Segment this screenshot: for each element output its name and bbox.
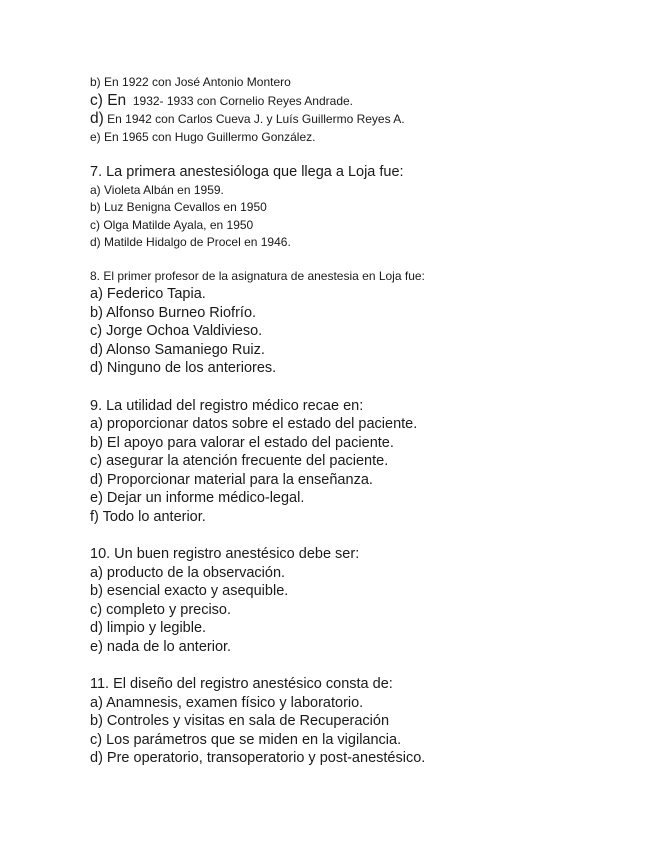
- q8-option-c: c) Jorge Ochoa Valdivieso.: [90, 323, 263, 339]
- q8-option-b: b) Alfonso Burneo Riofrío.: [90, 304, 257, 321]
- q6-option-c-prefix: c) En: [90, 91, 127, 109]
- q9-option-a: a) proporcionar datos sobre el estado del paciente.: [90, 416, 418, 432]
- q11-question: 11. El diseño del registro anestésico consta de:: [90, 676, 393, 692]
- q9-option-c: c) asegurar la atención frecuente del paciente.: [90, 453, 389, 469]
- q10-option-b: b) esencial exacto y asequible.: [90, 583, 289, 599]
- q7-option-b: b) Luz Benigna Cevallos en 1950: [90, 200, 267, 214]
- q7-option-a: a) Violeta Albán en 1959.: [90, 182, 224, 197]
- q11-option-d: d) Pre operatorio, transoperatorio y post-anestésico.: [90, 750, 426, 766]
- q7-option-d: d) Matilde Hidalgo de Procel en 1946.: [90, 235, 291, 249]
- q9-option-f: f) Todo lo anterior.: [90, 508, 206, 525]
- q6-option-e: e) En 1965 con Hugo Guillermo González.: [90, 129, 316, 144]
- q9-option-d: d) Proporcionar material para la enseñanza.: [90, 471, 373, 488]
- q11-option-c: c) Los parámetros que se miden en la vigilancia.: [90, 731, 402, 748]
- q11-option-a: a) Anamnesis, examen físico y laboratorio.: [90, 694, 364, 711]
- q6-option-c-text: 1932- 1933 con Cornelio Reyes Andrade.: [126, 93, 354, 108]
- question-11: [90, 675, 630, 768]
- q10-option-a: a) producto de la observación.: [90, 564, 286, 581]
- q9-option-e: e) Dejar un informe médico-legal.: [90, 490, 305, 506]
- q10-option-c: c) completo y preciso.: [90, 601, 232, 618]
- q9-question: 9. La utilidad del registro médico recae en:: [90, 397, 364, 414]
- q8-option-a: a) Federico Tapia.: [90, 286, 206, 302]
- q10-question: 10. Un buen registro anestésico debe ser:: [90, 546, 360, 562]
- q6-option-d: [90, 110, 630, 129]
- q10-option-d: d) limpio y legible.: [90, 620, 207, 636]
- question-7: [90, 163, 630, 252]
- q6-option-d-text: En 1942 con Carlos Cueva J. y Luís Guillermo Reyes A.: [103, 112, 405, 126]
- q7-question: 7. La primera anestesióloga que llega a Loja fue:: [90, 164, 404, 180]
- q8-option-d: d) Alonso Samaniego Ruiz.: [90, 341, 265, 358]
- question-6-tail: [90, 74, 630, 146]
- question-10: [90, 545, 630, 656]
- q8-option-e: d) Ninguno de los anteriores.: [90, 360, 277, 376]
- document-page: [90, 74, 630, 768]
- q7-option-c: c) Olga Matilde Ayala, en 1950: [90, 217, 254, 232]
- q11-option-b: b) Controles y visitas en sala de Recuperación: [90, 713, 390, 729]
- q10-option-e: e) nada de lo anterior.: [90, 638, 232, 655]
- q6-option-b: b) En 1922 con José Antonio Montero: [90, 75, 291, 89]
- q6-option-d-prefix: d): [90, 110, 104, 127]
- question-8: [90, 268, 630, 378]
- question-9: [90, 397, 630, 527]
- q6-option-c: [90, 92, 630, 111]
- q9-option-b: b) El apoyo para valorar el estado del paciente.: [90, 434, 394, 451]
- q8-question: 8. El primer profesor de la asignatura de anestesia en Loja fue:: [90, 268, 425, 283]
